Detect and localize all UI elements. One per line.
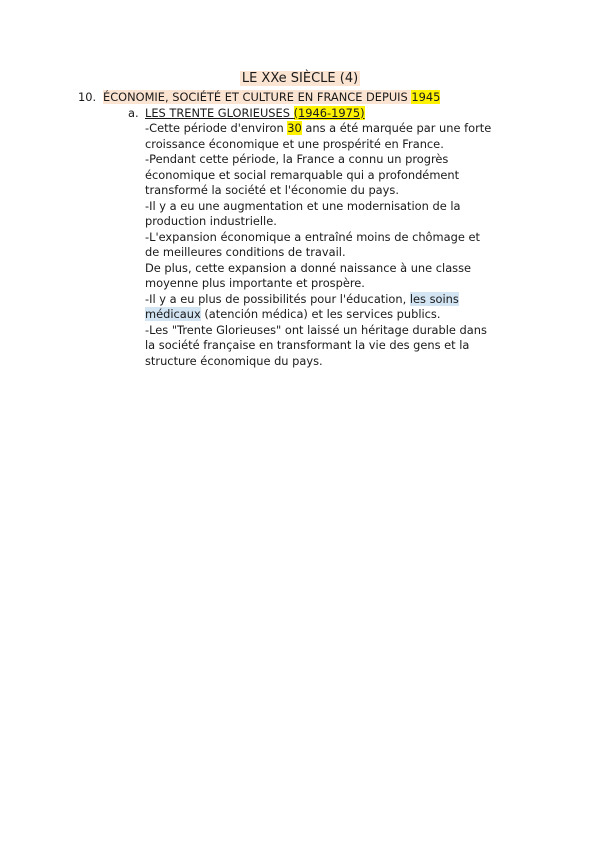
subsection-letter: a.: [128, 106, 139, 120]
body-line: -Les "Trente Glorieuses" ont laissé un héritage durable dans: [145, 322, 487, 337]
body-paragraph: [145, 121, 525, 369]
subsection-heading: [128, 106, 548, 120]
body-line: [145, 292, 525, 308]
section-number: 10.: [78, 90, 97, 104]
body-text-segment: ans a été marquée par une forte: [301, 121, 492, 135]
body-line: la société française en transformant la vie des gens et la: [145, 338, 470, 352]
body-text-segment: -Il y a eu plus de possibilités pour l'éducation,: [145, 291, 410, 306]
body-line: croissance économique et une prospérité en France.: [145, 136, 444, 151]
body-line: -Il y a eu une augmentation et une modernisation de la: [145, 198, 461, 213]
body-line: de meilleures conditions de travail.: [145, 245, 346, 259]
highlighted-phrase: les soins: [409, 291, 459, 306]
body-text-segment: (atención médica) et les services publics.: [200, 307, 441, 321]
page-title: [0, 71, 600, 87]
body-line: moyenne plus importante et prospère.: [145, 276, 365, 290]
section-heading-text: ÉCONOMIE, SOCIÉTÉ ET CULTURE EN FRANCE DEPUIS: [103, 90, 412, 104]
body-line: [145, 121, 525, 137]
body-line: structure économique du pays.: [145, 353, 323, 368]
body-line: -Pendant cette période, la France a connu un progrès: [145, 152, 449, 166]
page-title-text: LE XXe SIÈCLE (4): [241, 71, 359, 86]
subsection-heading-text: LES TRENTE GLORIEUSES: [145, 106, 294, 120]
section-year: 1945: [411, 90, 441, 104]
body-text-segment: -Cette période d'environ: [145, 121, 288, 135]
body-line: De plus, cette expansion a donné naissance à une classe: [145, 260, 472, 275]
subsection-dates: (1946-1975): [293, 106, 365, 120]
highlighted-phrase: médicaux: [145, 307, 201, 321]
body-line: économique et social remarquable qui a profondément: [145, 167, 460, 182]
body-line: production industrielle.: [145, 214, 277, 228]
highlighted-number: 30: [287, 121, 302, 135]
body-line: transformé la société et l'économie du pays.: [145, 183, 399, 197]
section-heading: [78, 90, 558, 104]
body-line: -L'expansion économique a entraîné moins de chômage et: [145, 229, 480, 244]
body-line: [145, 307, 525, 323]
